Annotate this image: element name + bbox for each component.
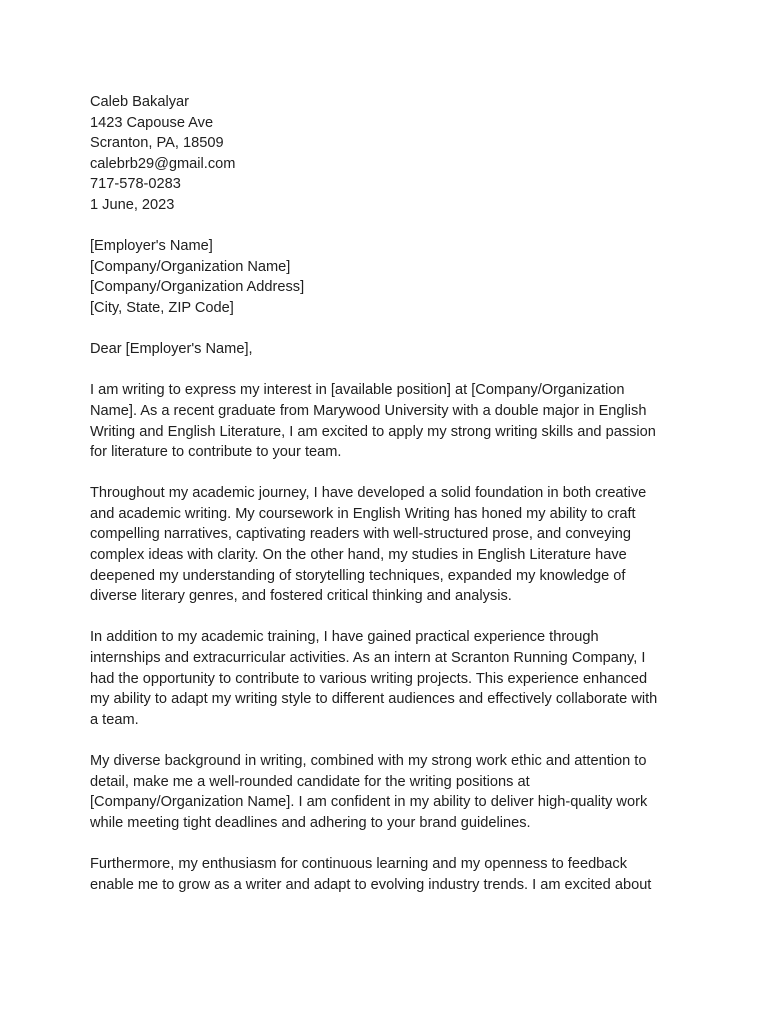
paragraph-line: my ability to adapt my writing style to different audiences and effectively collaborate with (90, 691, 658, 708)
recipient-city-state-zip: [City, State, ZIP Code] (90, 299, 234, 316)
sender-name: Caleb Bakalyar (90, 94, 189, 110)
paragraph-line: deepened my understanding of storytelling techniques, expanded my knowledge of (90, 567, 626, 584)
paragraph-line: internships and extracurricular activities. As an intern at Scranton Running Company, I (90, 650, 646, 667)
paragraph-line: I am writing to express my interest in [available position] at [Company/Organization (90, 382, 625, 399)
paragraph-line: Name]. As a recent graduate from Marywood University with a double major in English (90, 402, 647, 419)
paragraph-line: My diverse background in writing, combined with my strong work ethic and attention to (90, 753, 647, 769)
recipient-name: [Employer's Name] (90, 238, 213, 255)
paragraph-line: diverse literary genres, and fostered critical thinking and analysis. (90, 588, 512, 605)
paragraph-line: enable me to grow as a writer and adapt to evolving industry trends. I am excited about (90, 876, 652, 893)
paragraph-line: In addition to my academic training, I have gained practical experience through (90, 629, 599, 646)
body-paragraph-4 (90, 751, 690, 833)
paragraph-line: for literature to contribute to your team. (90, 444, 342, 461)
body-paragraph-5 (90, 854, 690, 895)
paragraph-line: and academic writing. My coursework in English Writing has honed my ability to craft (90, 505, 636, 522)
paragraph-line: Writing and English Literature, I am excited to apply my strong writing skills and passion (90, 423, 656, 440)
paragraph-line: compelling narratives, captivating readers with well-structured prose, and conveying (90, 526, 632, 543)
body-paragraph-1 (90, 380, 690, 462)
body-paragraph-2 (90, 483, 690, 607)
sender-email: calebrb29@gmail.com (90, 155, 236, 172)
recipient-address: [Company/Organization Address] (90, 279, 305, 296)
paragraph-line: [Company/Organization Name]. I am confident in my ability to deliver high-quality work (90, 794, 648, 811)
salutation-block (90, 339, 690, 360)
letter-date: 1 June, 2023 (90, 196, 175, 213)
recipient-block (90, 236, 690, 318)
paragraph-line: detail, make me a well-rounded candidate for the writing positions at (90, 773, 530, 790)
cover-letter (90, 92, 690, 916)
sender-street: 1423 Capouse Ave (90, 114, 214, 131)
paragraph-line: had the opportunity to contribute to various writing projects. This experience enhanced (90, 670, 648, 687)
paragraph-line: while meeting tight deadlines and adhering to your brand guidelines. (90, 814, 531, 831)
paragraph-line: Throughout my academic journey, I have developed a solid foundation in both creative (90, 485, 647, 502)
recipient-company: [Company/Organization Name] (90, 258, 291, 275)
paragraph-line: complex ideas with clarity. On the other hand, my studies in English Literature have (90, 547, 627, 564)
paragraph-line: Furthermore, my enthusiasm for continuous learning and my openness to feedback (90, 855, 628, 872)
sender-city-state-zip: Scranton, PA, 18509 (90, 135, 224, 152)
body-paragraph-3 (90, 627, 690, 730)
paragraph-line: a team. (90, 711, 139, 728)
sender-block (90, 92, 690, 216)
salutation: Dear [Employer's Name], (90, 341, 253, 358)
sender-phone: 717-578-0283 (90, 176, 181, 193)
